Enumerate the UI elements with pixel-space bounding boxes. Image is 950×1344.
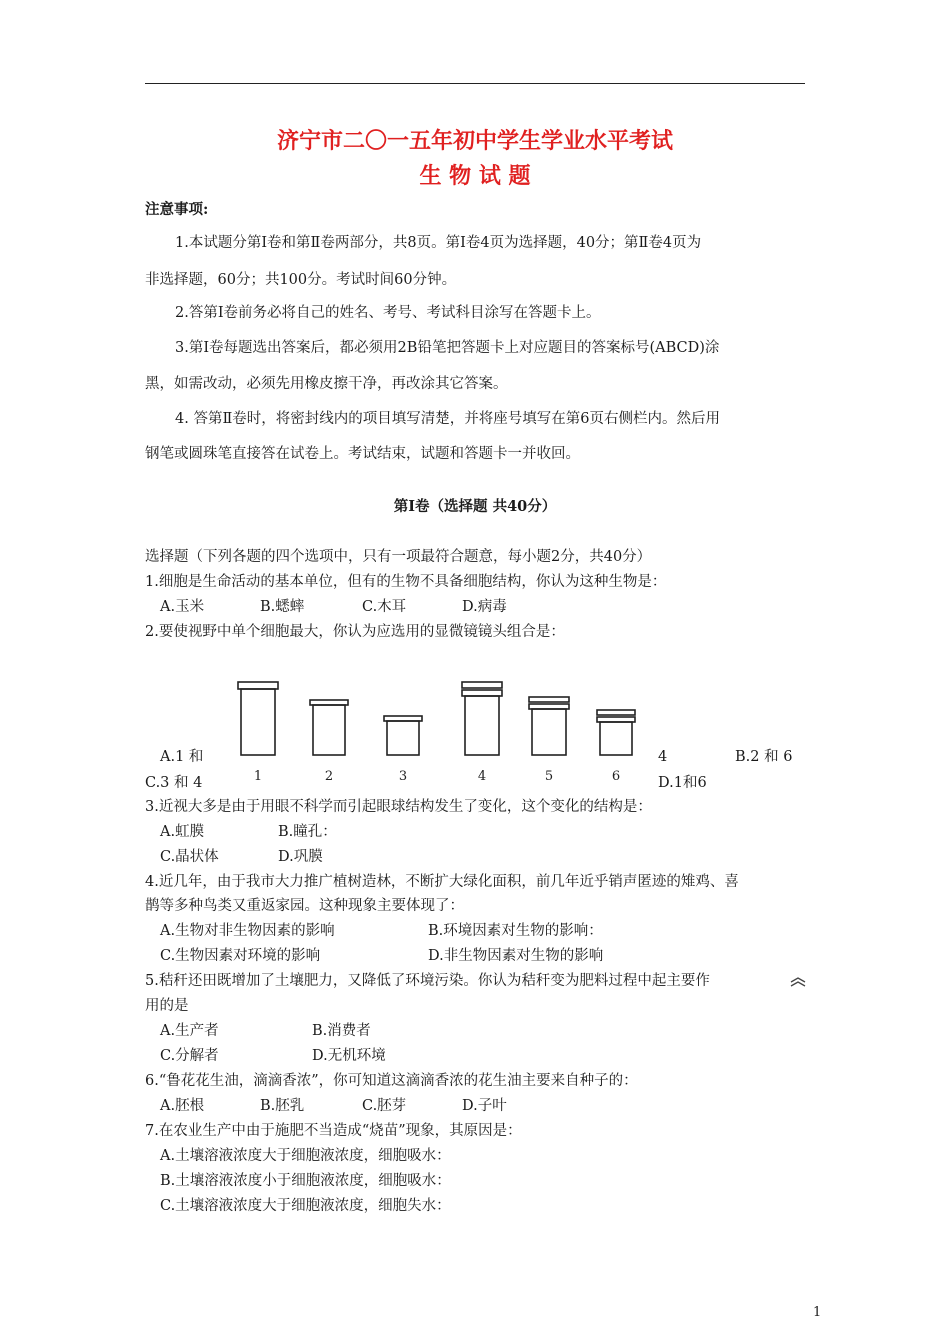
q4-option-a: A.生物对非生物因素的影响 [160,923,335,939]
q5-option-c: C.分解者 [160,1048,219,1064]
question-4-stem: 4.近几年，由于我市大力推广植树造林，不断扩大绿化面积，前几年近乎销声匿迹的雉鸡、喜 [145,874,739,890]
question-4-stem: 鹊等多种鸟类又重返家园。这种现象主要体现了： [145,898,464,914]
question-3-stem: 3.近视大多是由于用眼不科学而引起眼球结构发生了变化，这个变化的结构是： [145,799,652,815]
section-intro: 选择题（下列各题的四个选项中，只有一项最符合题意，每小题2分，共40分） [145,549,652,565]
q6-option-d: D.子叶 [462,1098,507,1114]
q6-option-b: B.胚乳 [260,1098,305,1114]
q7-option-c: C.土壤溶液浓度大于细胞液浓度，细胞失水： [160,1198,451,1214]
lens-4-thread [462,682,502,688]
q4-option-d: D.非生物因素对生物的影响 [428,948,604,964]
q2-option-a-suffix: 4 [658,749,668,765]
q2-option-a: A.1 和 [160,749,204,765]
q6-option-c: C.胚芽 [362,1098,407,1114]
exam-title: 济宁市二〇一五年初中学生学业水平考试 [276,128,673,154]
lens-label: 4 [477,769,487,784]
lens-1-rim [238,682,278,689]
q4-option-c: C.生物因素对环境的影响 [160,948,321,964]
lens-label: 5 [544,769,554,784]
notice-item: 3.第Ⅰ卷每题选出答案后，都必须用2B铅笔把答题卡上对应题目的答案标号(ABCD)涂 [175,340,720,356]
question-6-stem: 6.“鲁花花生油，滴滴香浓”，你可知道这滴滴香浓的花生油主要来自种子的： [145,1073,638,1089]
q3-option-c: C.晶状体 [160,849,219,865]
q4-option-b: B.环境因素对生物的影响： [428,923,603,939]
q1-option-d: D.病毒 [462,599,507,615]
q2-option-c: C.3 和 4 [145,775,203,791]
lens-5-tube [532,709,566,755]
lens-4-thread [462,690,502,696]
q3-option-b: B.瞳孔： [278,824,337,840]
notice-item: 1.本试题分第Ⅰ卷和第Ⅱ卷两部分，共8页。第Ⅰ卷4页为选择题，40分；第Ⅱ卷4页为 [175,235,702,251]
header-rule [145,83,805,84]
q5-option-b: B.消费者 [312,1023,371,1039]
lens-1-tube [241,689,275,755]
notice-heading: 注意事项: [145,201,209,218]
question-5-stem: 用的是 [145,998,189,1014]
lens-3-tube [387,721,419,755]
section-title: 第Ⅰ卷（选择题 共40分） [393,498,557,515]
q5-option-d: D.无机环境 [312,1048,386,1064]
exam-subtitle: 生 物 试 题 [419,163,531,189]
question-2-stem: 2.要使视野中单个细胞最大，你认为应选用的显微镜镜头组合是： [145,624,565,640]
lens-5-thread [529,697,569,702]
lens-4-tube [465,696,499,755]
q3-option-d: D.巩膜 [278,849,323,865]
q1-option-b: B.蟋蟀 [260,599,305,615]
lens-label: 6 [611,769,621,784]
lens-label: 3 [398,769,408,784]
microscope-lens-figure [225,676,655,791]
page-number: 1 [813,1305,822,1320]
notice-item: 非选择题，60分；共100分。考试时间60分钟。 [145,272,457,288]
lens-6-thread [597,710,635,715]
notice-item: 2.答第Ⅰ卷前务必将自己的姓名、考号、考试科目涂写在答题卡上。 [175,305,601,321]
chevron-up-icon [790,977,806,987]
question-1-stem: 1.细胞是生命活动的基本单位，但有的生物不具备细胞结构，你认为这种生物是： [145,574,667,590]
notice-item: 黑，如需改动，必须先用橡皮擦干净，再改涂其它答案。 [145,376,508,392]
q7-option-b: B.土壤溶液浓度小于细胞液浓度，细胞吸水： [160,1173,451,1189]
q2-option-b: B.2 和 6 [735,749,793,765]
lens-2-tube [313,705,345,755]
q1-option-a: A.玉米 [160,599,205,615]
lens-6-tube [600,722,632,755]
lens-label: 2 [324,769,334,784]
notice-item: 4. 答第Ⅱ卷时，将密封线内的项目填写清楚，并将座号填写在第6页右侧栏内。然后用 [175,411,721,427]
question-5-stem: 5.秸秆还田既增加了土壤肥力，又降低了环境污染。你认为秸秆变为肥料过程中起主要作 [145,973,710,989]
notice-item: 钢笔或圆珠笔直接答在试卷上。考试结束，试题和答题卡一并收回。 [145,446,580,462]
question-7-stem: 7.在农业生产中由于施肥不当造成“烧苗”现象，其原因是： [145,1123,522,1139]
q5-option-a: A.生产者 [160,1023,219,1039]
q7-option-a: A.土壤溶液浓度大于细胞液浓度，细胞吸水： [160,1148,451,1164]
q3-option-a: A.虹膜 [160,824,205,840]
q6-option-a: A.胚根 [160,1098,205,1114]
q2-option-d: D.1和6 [658,775,707,791]
lens-label: 1 [253,769,263,784]
q1-option-c: C.木耳 [362,599,407,615]
